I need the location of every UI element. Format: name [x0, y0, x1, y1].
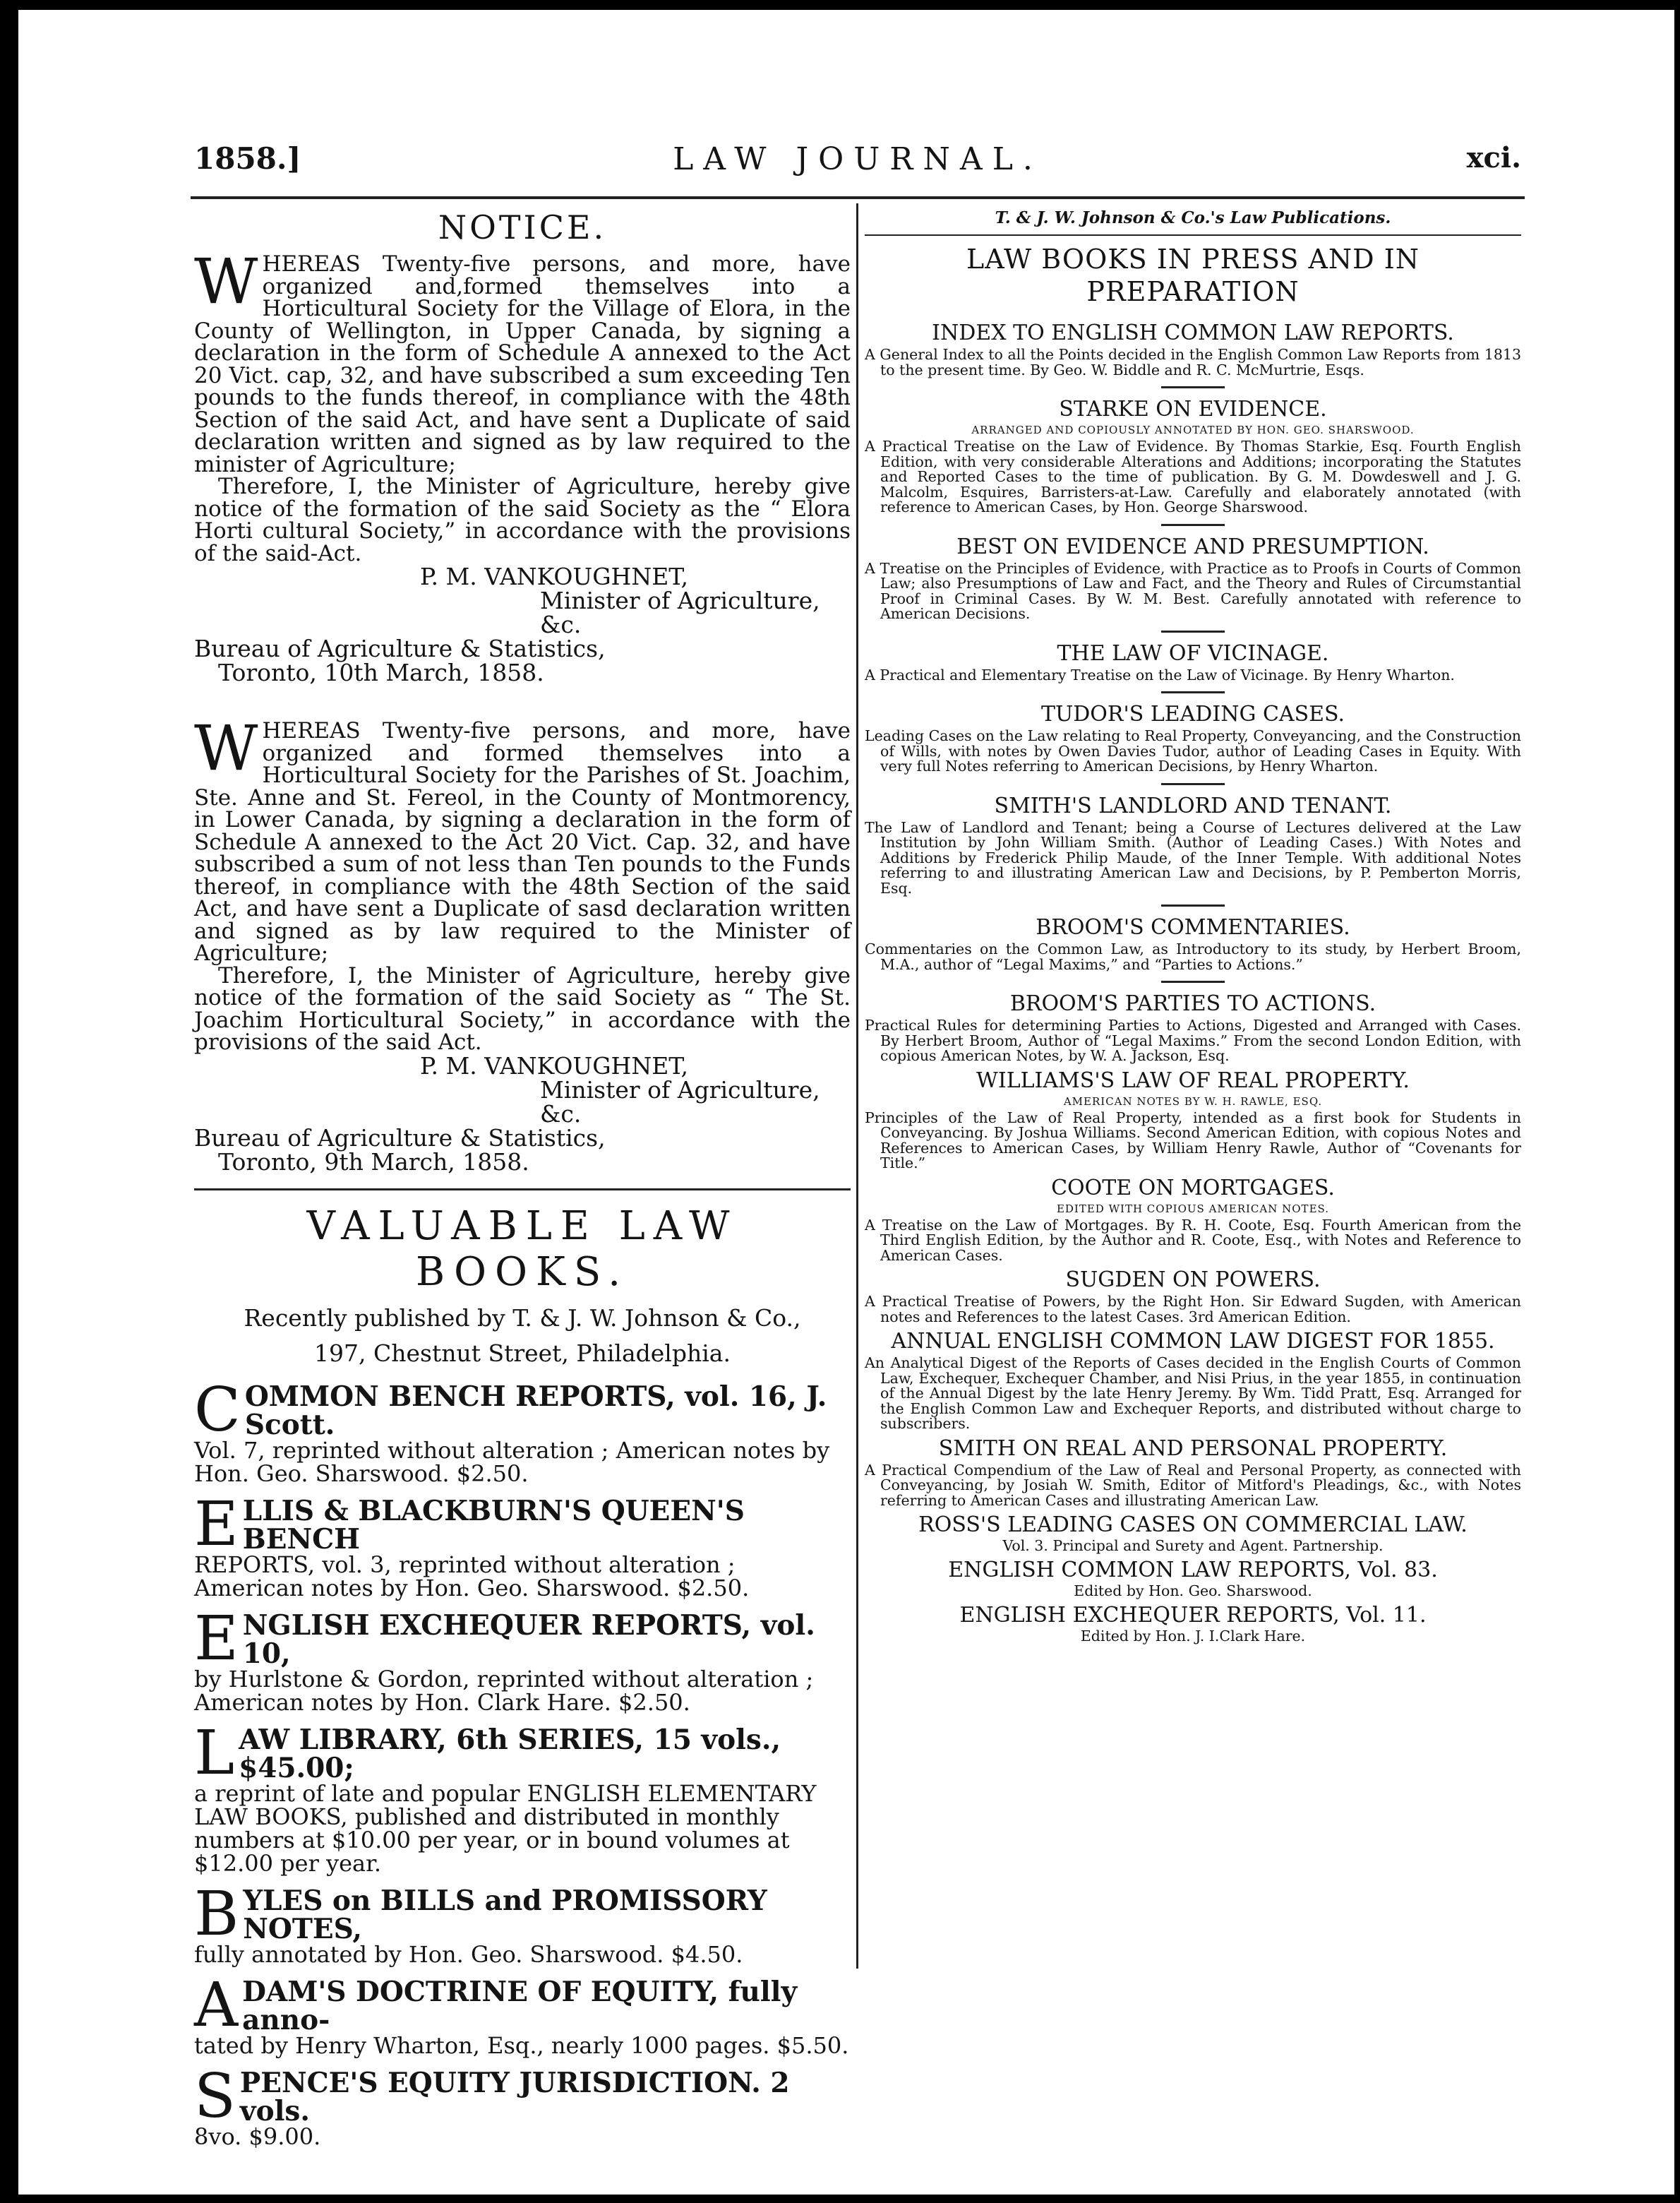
- entry-rule: [1161, 691, 1225, 693]
- book-title: STARKE ON EVIDENCE.: [1059, 397, 1327, 422]
- section-rule: [194, 1188, 851, 1190]
- notice-therefore: Therefore, I, the Minister of Agriculture, hereby give notice of the formation of the said Society as “ The St. Joachim Horticultural Society,” in accordance with the provisions of the said Act.: [194, 962, 851, 1055]
- dateline: Toronto, 9th March, 1858.: [218, 1147, 529, 1176]
- book-entry: [194, 1374, 851, 1487]
- publisher-banner: T. & J. W. Johnson & Co.'s Law Publications.: [995, 208, 1391, 227]
- bureau-line: Bureau of Agriculture & Statistics,: [194, 635, 606, 662]
- book-entry: [865, 321, 1521, 378]
- book-title: TUDOR'S LEADING CASES.: [1040, 702, 1345, 727]
- notice-body: HEREAS Twenty-five persons, and more, have organized and,formed themselves into a Horticultural Society for the Village of Elora, in the County of Wellington, in Upper Canada, by signing a declaration in the form of Schedule A annexed to the Act 20 Vict. cap, 32, and have subscribed a sum exceeding Ten pounds to the funds thereof, in compliance with the 48th Section of the said Act, and have sent a Duplicate of said declaration written and signed as by law required to the minister of Agriculture;: [194, 251, 851, 477]
- book-title: OMMON BENCH REPORTS, vol. 16, J. Scott.: [244, 1380, 827, 1441]
- scan-edge-right: [1674, 0, 1680, 2203]
- entry-rule: [1161, 981, 1225, 983]
- book-title: BROOM'S COMMENTARIES.: [1036, 915, 1350, 940]
- book-details: fully annotated by Hon. Geo. Sharswood. $4.50.: [194, 1940, 743, 1968]
- valuable-law-books-title: VALUABLE LAW BOOKS.: [306, 1202, 738, 1295]
- book-title: YLES on BILLS and PROMISSORY NOTES,: [243, 1884, 767, 1945]
- entry-rule: [1161, 386, 1225, 388]
- book-entry: [194, 1603, 851, 1716]
- book-description: An Analytical Digest of the Reports of Cases decided in the English Courts of Common Law, Exchequer, Exchequer Chamber, and Nisi Prius, in the year 1855, in continuation of the Annual Digest by the late Henry Jeremy. By Wm. Tidd Pratt, Esq. Arranged for the English Common Law and Exchequer Reports, and distributed without charge to subscribers.: [865, 1354, 1521, 1432]
- book-details: Vol. 7, reprinted without alteration ; American notes by Hon. Geo. Sharswood. $2.50.: [194, 1436, 830, 1487]
- publisher-address: 197, Chestnut Street, Philadelphia.: [314, 1339, 731, 1367]
- book-title: WILLIAMS'S LAW OF REAL PROPERTY.: [976, 1068, 1410, 1093]
- signatory-name: P. M. VANKOUGHNET,: [420, 563, 688, 590]
- banner-rule: [865, 234, 1521, 236]
- drop-cap: S: [194, 2060, 236, 2132]
- book-details: by Hurlstone & Gordon, reprinted without alteration ; American notes by Hon. Clark Hare. $2.50.: [194, 1665, 814, 1716]
- book-title: BEST ON EVIDENCE AND PRESUMPTION.: [956, 534, 1429, 559]
- book-description: A Practical Treatise of Powers, by the Right Hon. Sir Edward Sugden, with American notes and References to the latest Cases. 3rd American Edition.: [865, 1293, 1521, 1325]
- book-entry: [865, 397, 1521, 515]
- book-details: 8vo. $9.00.: [194, 2123, 321, 2150]
- book-title: LLIS & BLACKBURN'S QUEEN'S BENCH: [242, 1494, 745, 1556]
- book-entry: [865, 535, 1521, 622]
- book-entry: [865, 1436, 1521, 1509]
- entry-rule: [1161, 905, 1225, 907]
- notice-therefore: Therefore, I, the Minister of Agriculture, hereby give notice of the formation of the said Society as the “ Elora Horti cultural Society,” in accordance with the provisions of the said-Act.: [194, 474, 851, 566]
- dateline: Toronto, 10th March, 1858.: [218, 659, 544, 686]
- book-entry: [194, 1969, 851, 2059]
- book-description: A General Index to all the Points decided in the English Common Law Reports from 1813 to the present time. By Geo. W. Biddle and R. C. McMurtrie, Esqs.: [865, 346, 1521, 378]
- scan-edge-left: [0, 0, 18, 2203]
- notice-title: NOTICE.: [438, 208, 607, 246]
- entry-rule: [1161, 524, 1225, 526]
- book-title: NGLISH EXCHEQUER REPORTS, vol. 10,: [242, 1608, 815, 1670]
- book-note: Edited by Hon. Geo. Sharswood.: [1074, 1582, 1312, 1599]
- running-header: [194, 141, 1521, 184]
- book-description: A Practical Treatise on the Law of Evidence. By Thomas Starkie, Esq. Fourth English Edition, with very considerable Alterations and Additions; incorporating the Statutes and Reported Cases to the time of publication. By G. M. Dowdeswell and J. G. Malcolm, Esquires, Barristers-at-Law. Carefully and elaborately annotated (with reference to American Cases, by Hon. George Sharswood.: [865, 438, 1521, 515]
- book-entry: [865, 1603, 1521, 1644]
- book-entry: [865, 915, 1521, 972]
- drop-cap: C: [194, 1374, 241, 1445]
- press-list-title: LAW BOOKS IN PRESS AND IN PREPARATION: [966, 244, 1420, 307]
- book-title: SMITH'S LANDLORD AND TENANT.: [994, 793, 1392, 818]
- book-entry: [194, 1717, 851, 1877]
- book-entry: [865, 1267, 1521, 1325]
- signatory-title: Minister of Agriculture, &c.: [540, 587, 820, 638]
- book-entry: [194, 2060, 851, 2150]
- notice-separator: [194, 705, 851, 706]
- book-title: ROSS'S LEADING CASES ON COMMERCIAL LAW.: [918, 1512, 1468, 1537]
- publisher-line: Recently published by T. & J. W. Johnson & Co.,: [244, 1303, 801, 1332]
- drop-cap: W: [194, 712, 258, 784]
- book-entry: [194, 1878, 851, 1968]
- right-column: [865, 208, 1521, 1648]
- book-description: A Treatise on the Principles of Evidence, with Practice as to Proofs in Courts of Common Law; also Presumptions of Law and Fact, and the Theory and Rules of Circumstantial Proof in Criminal Cases. By W. M. Best. Carefully annotated with reference to American Decisions.: [865, 559, 1521, 622]
- scan-edge-bottom: [0, 2195, 1680, 2203]
- book-subtitle: AMERICAN NOTES BY W. H. RAWLE, ESQ.: [1063, 1094, 1323, 1108]
- book-title: ENGLISH COMMON LAW REPORTS, Vol. 83.: [948, 1558, 1438, 1582]
- book-details: tated by Henry Wharton, Esq., nearly 1000 pages. $5.50.: [194, 2031, 849, 2059]
- book-title: AW LIBRARY, 6th SERIES, 15 vols., $45.00;: [239, 1723, 781, 1784]
- book-entry: [865, 1176, 1521, 1264]
- signatory-name: P. M. VANKOUGHNET,: [420, 1051, 688, 1080]
- book-title: ANNUAL ENGLISH COMMON LAW DIGEST FOR 1855.: [891, 1329, 1495, 1354]
- header-rule: [191, 196, 1525, 199]
- book-details: REPORTS, vol. 3, reprinted without alteration ; American notes by Hon. Geo. Sharswood. $2.50.: [194, 1551, 750, 1601]
- header-year: 1858.]: [194, 141, 301, 176]
- entry-rule: [1161, 783, 1225, 785]
- book-list: [194, 1374, 851, 2150]
- book-description: Leading Cases on the Law relating to Real Property, Conveyancing, and the Construction of Wills, with notes by Owen Davies Tudor, author of Leading Cases in Equity. With very full Notes referring to American Decisions, by Henry Wharton.: [865, 727, 1521, 775]
- book-description: Principles of the Law of Real Property, intended as a first book for Students in Conveyancing. By Joshua Williams. Second American Edition, with copious Notes and References to American Cases, by William Henry Rawle, Author of “Covenants for Title.”: [865, 1109, 1521, 1171]
- entry-rule: [1161, 631, 1225, 633]
- book-note: Vol. 3. Principal and Surety and Agent. Partnership.: [1002, 1537, 1384, 1554]
- book-description: A Practical Compendium of the Law of Real and Personal Property, as connected with Conveyancing, by Josiah W. Smith, Editor of Mitford's Pleadings, &c., with Notes referring to American Cases and illustrating American Law.: [865, 1461, 1521, 1509]
- book-entry: [865, 641, 1521, 683]
- drop-cap: W: [194, 245, 258, 318]
- drop-cap: A: [194, 1969, 239, 2041]
- book-entry: [865, 702, 1521, 775]
- signatory-title: Minister of Agriculture, &c.: [540, 1075, 820, 1128]
- book-entry: [865, 1558, 1521, 1599]
- book-description: A Treatise on the Law of Mortgages. By R. H. Coote, Esq. Fourth American from the Third English Edition, by the Author and R. Coote, Esq., with Notes and Reference to American Cases.: [865, 1216, 1521, 1264]
- notice-st-joachim: [194, 712, 851, 1176]
- header-page-number: xci.: [1466, 141, 1521, 174]
- bureau-line: Bureau of Agriculture & Statistics,: [194, 1123, 606, 1152]
- book-description: A Practical and Elementary Treatise on the Law of Vicinage. By Henry Wharton.: [865, 666, 1455, 683]
- book-title: SMITH ON REAL AND PERSONAL PROPERTY.: [938, 1435, 1448, 1461]
- book-details: a reprint of late and popular ENGLISH ELEMENTARY LAW BOOKS, published and distributed in monthly numbers at $10.00 per year, or in bound volumes at $12.00 per year.: [194, 1779, 817, 1877]
- scan-edge-top: [0, 0, 1680, 10]
- book-entry: [865, 991, 1521, 1064]
- notice-elora: [194, 245, 851, 686]
- drop-cap: E: [194, 1603, 239, 1674]
- notice-body: HEREAS Twenty-five persons, and more, have organized and formed themselves into a Horticultural Society for the Parishes of St. Joachim, Ste. Anne and St. Fereol, in the County of Montmorency, in Lower Canada, by signing a declaration in the form of Schedule A annexed to the Act 20 Vict. Cap. 32, and have subscribed a sum of not less than Ten pounds to the Funds thereof, in compliance with the 48th Section of the said Act, and have sent a Duplicate of sasd declaration written and signed as by law required to the Minister of Agriculture;: [194, 718, 851, 966]
- drop-cap: B: [194, 1878, 239, 1950]
- book-description: Practical Rules for determining Parties to Actions, Digested and Arranged with Cases. By Herbert Broom, Author of “Legal Maxims.” From the second London Edition, with copious American Notes, by W. A. Jackson, Esq.: [865, 1017, 1521, 1064]
- book-title: BROOM'S PARTIES TO ACTIONS.: [1009, 991, 1376, 1016]
- book-note: Edited by Hon. J. I.Clark Hare.: [1080, 1628, 1306, 1644]
- book-subtitle: EDITED WITH COPIOUS AMERICAN NOTES.: [1056, 1202, 1330, 1215]
- drop-cap: E: [194, 1488, 239, 1560]
- book-description: Commentaries on the Common Law, as Introductory to its study, by Herbert Broom, M.A., author of “Legal Maxims,” and “Parties to Actions.”: [865, 941, 1521, 973]
- book-entry: [865, 1329, 1521, 1432]
- book-title: DAM'S DOCTRINE OF EQUITY, fully anno-: [242, 1975, 798, 2036]
- header-journal-title: LAW JOURNAL.: [673, 141, 1043, 177]
- book-title: ENGLISH EXCHEQUER REPORTS, Vol. 11.: [959, 1603, 1427, 1628]
- drop-cap: L: [194, 1717, 235, 1789]
- book-title: PENCE'S EQUITY JURISDICTION. 2 vols.: [239, 2066, 790, 2127]
- column-divider: [856, 203, 858, 1969]
- book-entry: [865, 1068, 1521, 1171]
- book-entry: [194, 1488, 851, 1601]
- book-description: The Law of Landlord and Tenant; being a Course of Lectures delivered at the Law Institution by John William Smith. (Author of Leading Cases.) With Notes and Additions by Frederick Philip Maude, of the Inner Temple. With additional Notes referring to and illustrating American Law and Decisions, by P. Pemberton Morris, Esq.: [865, 818, 1521, 897]
- left-column: [194, 208, 851, 2149]
- book-title: THE LAW OF VICINAGE.: [1057, 640, 1329, 666]
- book-entry: [865, 1512, 1521, 1553]
- book-title: INDEX TO ENGLISH COMMON LAW REPORTS.: [932, 321, 1454, 345]
- book-subtitle: ARRANGED AND COPIOUSLY ANNOTATED BY HON. GEO. SHARSWOOD.: [971, 424, 1415, 436]
- book-title: SUGDEN ON POWERS.: [1065, 1267, 1321, 1292]
- book-title: COOTE ON MORTGAGES.: [1051, 1175, 1335, 1200]
- book-entry: [865, 794, 1521, 897]
